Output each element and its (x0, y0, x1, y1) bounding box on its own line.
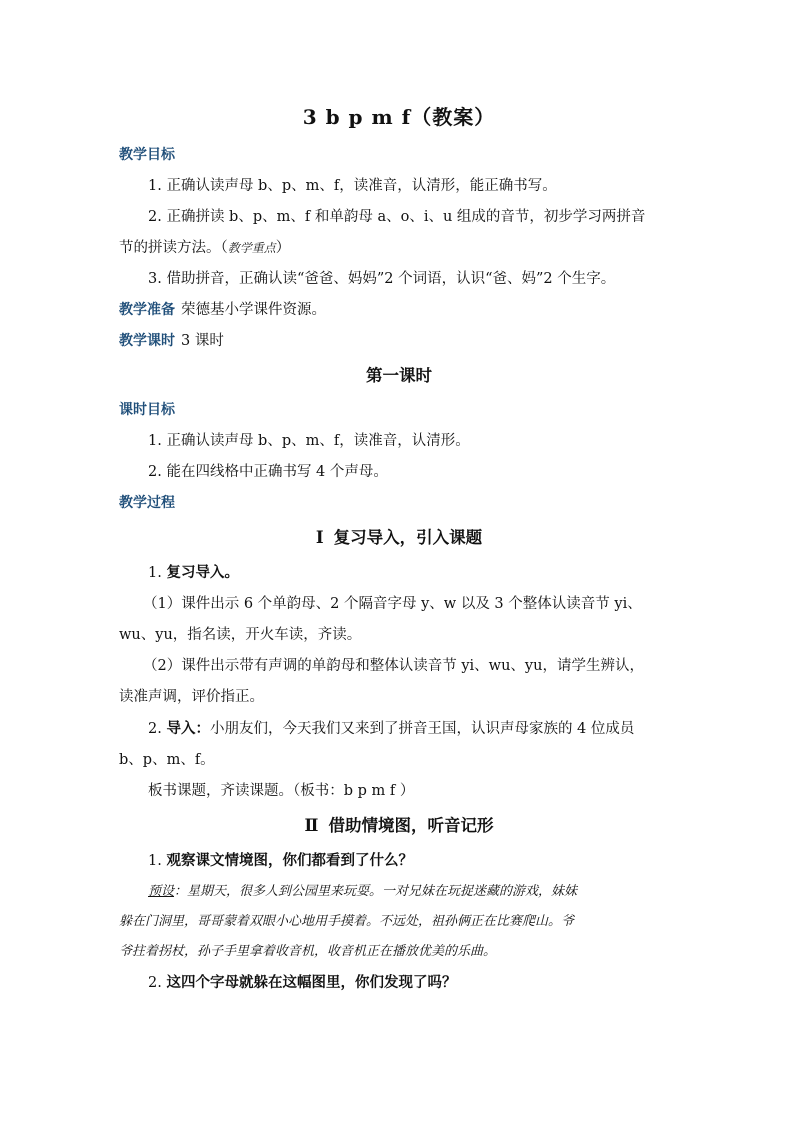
section2-number: Ⅱ (304, 816, 319, 835)
section2-q1 (119, 845, 679, 877)
section1-step2-title: 导入： (166, 720, 210, 737)
section1-step1-number: 1. (148, 565, 162, 581)
hours-label: 教学课时 (119, 333, 175, 349)
section1-sub1-line2: wu、yu，指名读，开火车读，齐读。 (119, 627, 362, 643)
preparation-row (119, 295, 679, 326)
section1-sub2-line2: 读准声调，评价指正。 (119, 689, 264, 705)
lesson1-goal-heading (119, 395, 679, 426)
objectives-heading (119, 140, 679, 171)
section1-sub2-line1: （2）课件出示带有声调的单韵母和整体认读音节 yi、wu、yu，请学生辨认， (143, 658, 644, 674)
section2-heading (119, 809, 679, 843)
section2-q1-text: 观察课文情境图，你们都看到了什么？ (166, 852, 413, 869)
section2-q1-number: 1. (148, 853, 162, 869)
section2-title: 借助情境图，听音记形 (328, 816, 494, 835)
preset-text-1: ：星期天，很多人到公园里来玩耍。一对兄妹在玩捉迷藏的游戏，妹妹 (174, 884, 578, 899)
lesson1-goal-1: 1. 正确认读声母 b、p、m、f，读准音，认清形。 (148, 433, 470, 449)
objective-3: 3. 借助拼音，正确认读“爸爸、妈妈”2 个词语，认识“爸、妈”2 个生字。 (148, 271, 616, 287)
section1-step2-text: 小朋友们，今天我们又来到了拼音王国，认识声母家族的 4 位成员 (209, 721, 635, 737)
emphasis-note: 教学重点 (227, 241, 276, 255)
lesson1-goal-label: 课时目标 (119, 402, 175, 418)
objective-2: 2. 正确拼读 b、p、m、f 和单韵母 a、o、i、u 组成的音节，初步学习两拼音 (148, 209, 646, 225)
section1-step2 (119, 713, 679, 745)
section1-board: 板书课题，齐读课题。（板书：b p m f ） (148, 783, 415, 799)
preset-line1 (119, 877, 679, 907)
section1-step1 (119, 557, 679, 589)
lesson1-title: 第一课时 (366, 366, 432, 385)
process-heading (119, 488, 679, 519)
objective-2-tail: 节的拼读方法。（ (119, 240, 228, 256)
section1-sub1-line1: （1）课件出示 6 个单韵母、2 个隔音字母 y、w 以及 3 个整体认读音节 yi、 (143, 596, 642, 612)
section2-q2-text: 这四个字母就躲在这幅图里，你们发现了吗？ (166, 974, 457, 991)
objective-1: 1. 正确认读声母 b、p、m、f，读准音，认清形，能正确书写。 (148, 178, 557, 194)
preset-line3: 爷拄着拐杖，孙子手里拿着收音机，收音机正在播放优美的乐曲。 (119, 944, 497, 959)
preparation-label: 教学准备 (119, 302, 175, 318)
section1-heading (119, 521, 679, 555)
section1-step1-title: 复习导入。 (166, 564, 239, 581)
preset-label: 预设 (148, 884, 175, 899)
preset-line2: 躲在门洞里，哥哥蒙着双眼小心地用手摸着。不远处，祖孙俩正在比赛爬山。爷 (119, 914, 575, 929)
hours-value: 3 课时 (181, 333, 224, 349)
section2-q2-number: 2. (148, 975, 162, 991)
hours-row (119, 326, 679, 357)
section1-number: Ⅰ (315, 528, 324, 547)
process-label: 教学过程 (119, 495, 175, 511)
section1-step2-line2: b、p、m、f。 (119, 752, 215, 768)
section2-q2 (119, 967, 679, 999)
section1-step2-number: 2. (148, 721, 162, 737)
document-content (119, 100, 679, 999)
page-title: 3 b p m f（教案） (302, 105, 496, 129)
lesson1-goal-2: 2. 能在四线格中正确书写 4 个声母。 (148, 464, 388, 480)
emphasis-close: ） (275, 240, 291, 256)
section1-title: 复习导入，引入课题 (333, 528, 483, 547)
objectives-label: 教学目标 (119, 147, 175, 163)
objective-2-continued (119, 233, 679, 264)
preparation-value: 荣德基小学课件资源。 (181, 302, 326, 318)
